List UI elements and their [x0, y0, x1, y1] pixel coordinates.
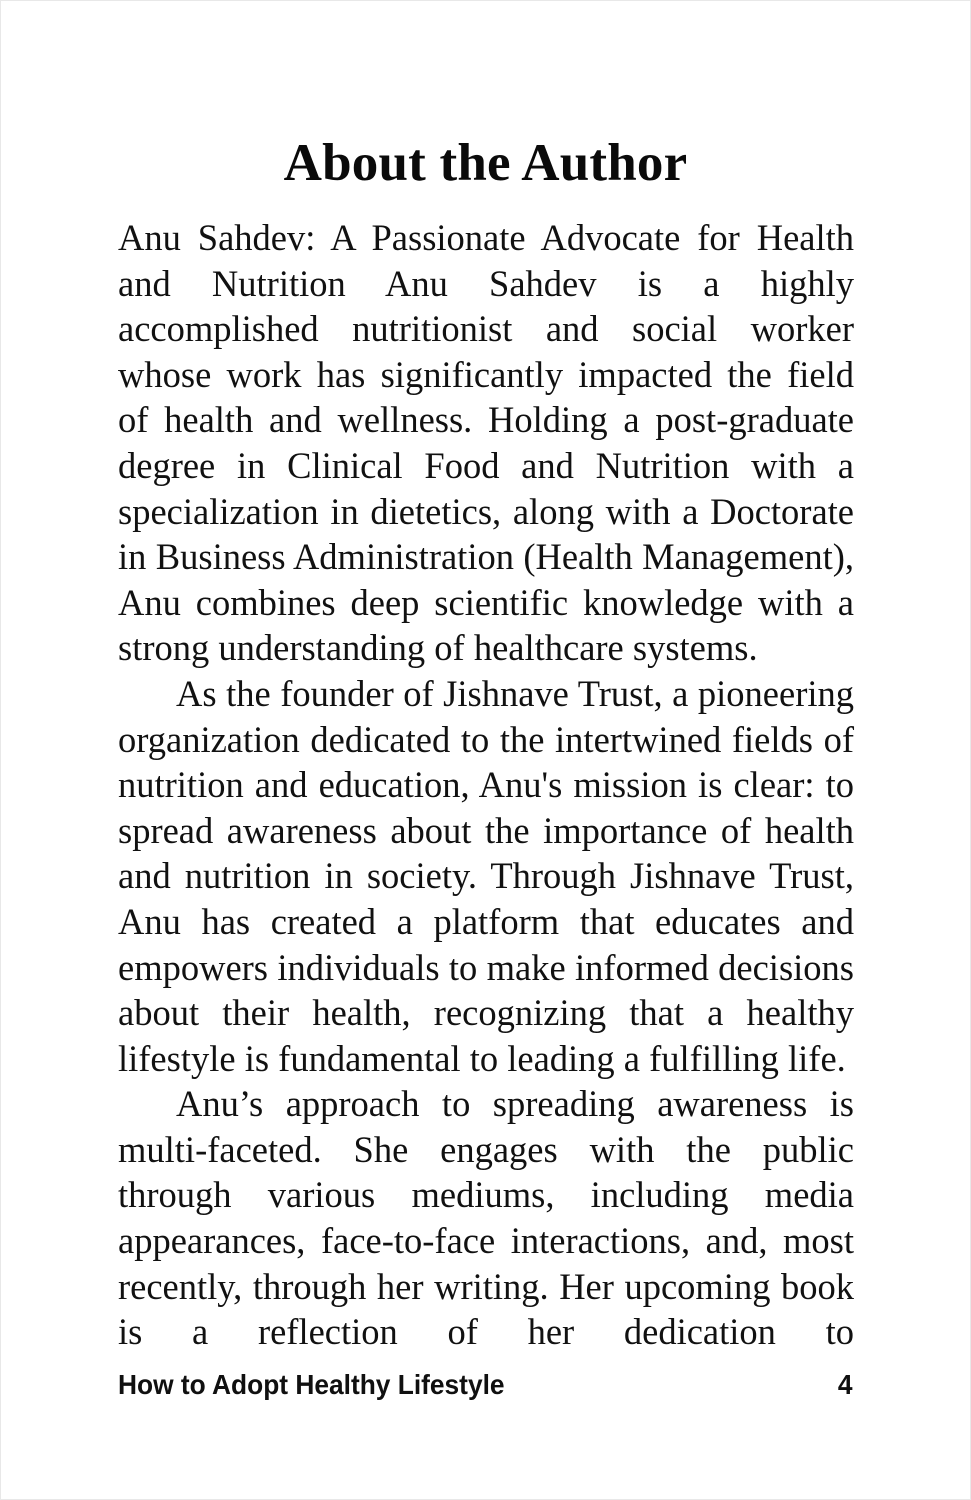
paragraph-approach: Anu’s approach to spreading awareness is multi-faceted. She engages with the public through various mediums, including media appearances, face-to-face interactions, and, most recently, through her writing. Her upcoming book is a reflection of her dedication to [118, 1083, 854, 1353]
page-footer [118, 1369, 853, 1401]
footer-page-number: 4 [838, 1369, 853, 1400]
page-title: About the Author [283, 133, 688, 192]
paragraph-intro: Anu Sahdev: A Passionate Advocate for Health and Nutrition Anu Sahdev is a highly accomplished nutritionist and social worker whose work has significantly impacted the field of health and wellness. Holding a post-graduate degree in Clinical Food and Nutrition with a specialization in dietetics, along with a Doctorate in Business Administration (Health Management), Anu combines deep scientific knowledge with a strong understanding of healthcare systems. [118, 217, 854, 669]
paragraph-jishnave-trust: As the founder of Jishnave Trust, a pioneering organization dedicated to the intertwined fields of nutrition and education, Anu's mission is clear: to spread awareness about the importance of health and nutrition in society. Through Jishnave Trust, Anu has created a platform that educates and empowers individuals to make informed decisions about their health, recognizing that a healthy lifestyle is fundamental to leading a fulfilling life. [118, 672, 854, 1079]
footer-book-title: How to Adopt Healthy Lifestyle [118, 1369, 505, 1400]
body-text-column [118, 215, 854, 1355]
